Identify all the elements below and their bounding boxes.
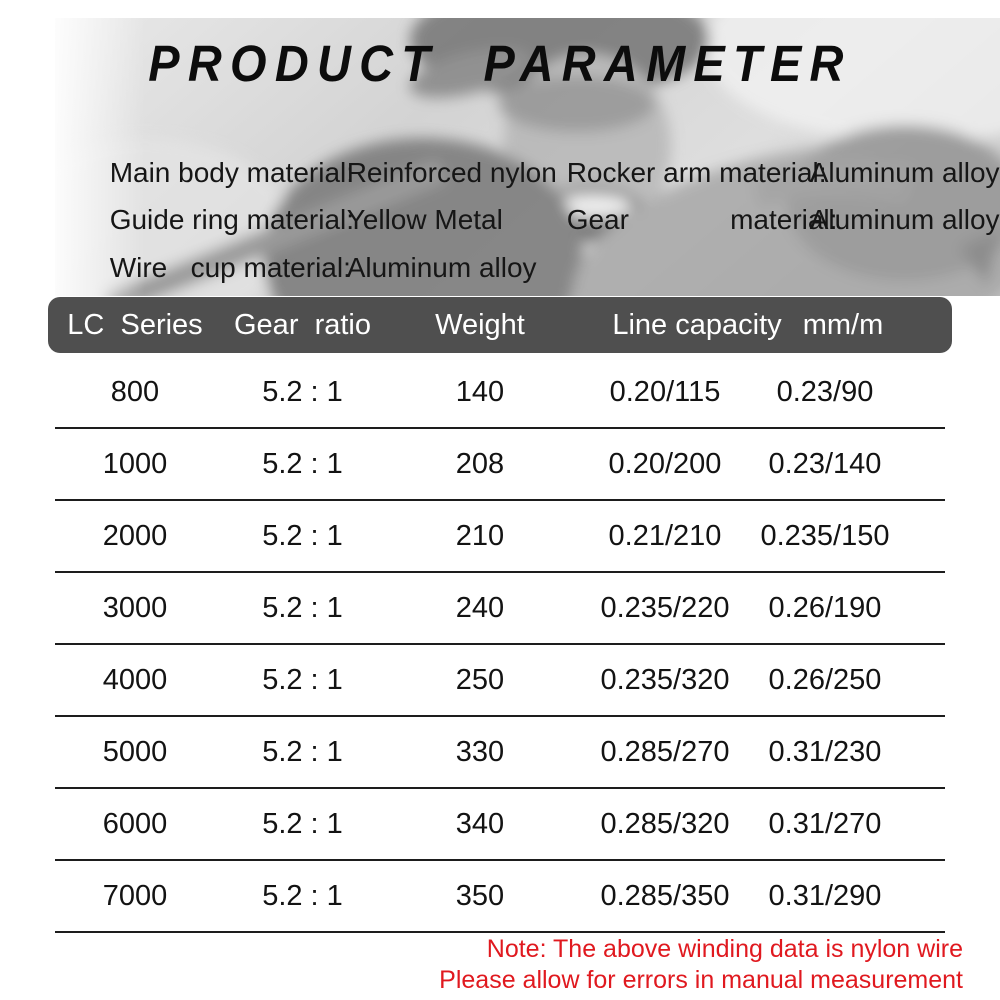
cell-weight: 330 — [455, 735, 505, 768]
material-label: Main body material: — [109, 157, 355, 188]
cell-series: 3000 — [102, 591, 168, 624]
cell-series: 6000 — [102, 807, 168, 840]
cell-weight: 140 — [455, 375, 505, 408]
cell-series: 2000 — [102, 519, 168, 552]
cell-gear-ratio: 5.2 : 1 — [262, 375, 343, 408]
cell-capacity-2: 0.31/290 — [768, 879, 882, 912]
material-label: Guide ring material: — [109, 204, 355, 235]
cell-capacity-2: 0.31/230 — [768, 735, 882, 768]
cell-weight: 350 — [455, 879, 505, 912]
cell-capacity-2: 0.26/190 — [768, 591, 882, 624]
cell-capacity-2: 0.23/90 — [776, 375, 874, 408]
measurement-note — [439, 934, 963, 996]
material-value: Aluminum alloy — [809, 157, 1000, 188]
material-gear — [520, 169, 1000, 271]
cell-capacity-2: 0.31/270 — [768, 807, 882, 840]
header-mm-per-m: mm/m — [802, 308, 884, 341]
cell-weight: 240 — [455, 591, 505, 624]
cell-gear-ratio: 5.2 : 1 — [262, 519, 343, 552]
cell-capacity-2: 0.235/150 — [760, 519, 890, 552]
page-title: PRODUCT PARAMETER — [148, 35, 852, 92]
header-gear-ratio: Gear ratio — [234, 308, 371, 341]
cell-weight: 208 — [455, 447, 505, 480]
cell-gear-ratio: 5.2 : 1 — [262, 735, 343, 768]
table-row — [55, 645, 945, 717]
cell-series: 800 — [110, 375, 160, 408]
cell-capacity-2: 0.23/140 — [768, 447, 882, 480]
spec-table-body — [55, 357, 945, 933]
note-line-1: Note: The above winding data is nylon wire — [486, 935, 963, 963]
cell-gear-ratio: 5.2 : 1 — [262, 879, 343, 912]
material-label: Rocker arm material: — [566, 157, 827, 188]
cell-weight: 340 — [455, 807, 505, 840]
material-label: Wire cup material: — [109, 252, 351, 283]
cell-weight: 210 — [455, 519, 505, 552]
cell-series: 7000 — [102, 879, 168, 912]
cell-series: 5000 — [102, 735, 168, 768]
material-value: Aluminum alloy — [346, 252, 537, 283]
cell-capacity-1: 0.235/320 — [600, 663, 730, 696]
spec-table-header — [48, 297, 952, 353]
cell-capacity-1: 0.285/270 — [600, 735, 730, 768]
table-row — [55, 501, 945, 573]
table-row — [55, 573, 945, 645]
header-weight: Weight — [435, 308, 525, 341]
cell-gear-ratio: 5.2 : 1 — [262, 447, 343, 480]
cell-capacity-1: 0.285/320 — [600, 807, 730, 840]
material-value: Reinforced nylon — [346, 157, 557, 188]
cell-gear-ratio: 5.2 : 1 — [262, 663, 343, 696]
material-label: Gear material: — [566, 204, 838, 235]
header-lc-series: LC Series — [67, 308, 203, 341]
table-row — [55, 429, 945, 501]
cell-capacity-1: 0.285/350 — [600, 879, 730, 912]
table-row — [55, 861, 945, 933]
cell-capacity-1: 0.20/115 — [609, 375, 721, 408]
material-value: Yellow Metal — [346, 204, 503, 235]
cell-gear-ratio: 5.2 : 1 — [262, 591, 343, 624]
cell-capacity-1: 0.21/210 — [608, 519, 722, 552]
table-row — [55, 357, 945, 429]
cell-series: 4000 — [102, 663, 168, 696]
cell-series: 1000 — [102, 447, 168, 480]
note-line-2: Please allow for errors in manual measurement — [439, 966, 963, 994]
cell-gear-ratio: 5.2 : 1 — [262, 807, 343, 840]
cell-weight: 250 — [455, 663, 505, 696]
header-line-capacity: Line capacity — [612, 308, 782, 341]
cell-capacity-1: 0.235/220 — [600, 591, 730, 624]
cell-capacity-2: 0.26/250 — [768, 663, 882, 696]
table-row — [55, 789, 945, 861]
cell-capacity-1: 0.20/200 — [608, 447, 722, 480]
table-row — [55, 717, 945, 789]
material-value: Aluminum alloy — [809, 204, 1000, 235]
